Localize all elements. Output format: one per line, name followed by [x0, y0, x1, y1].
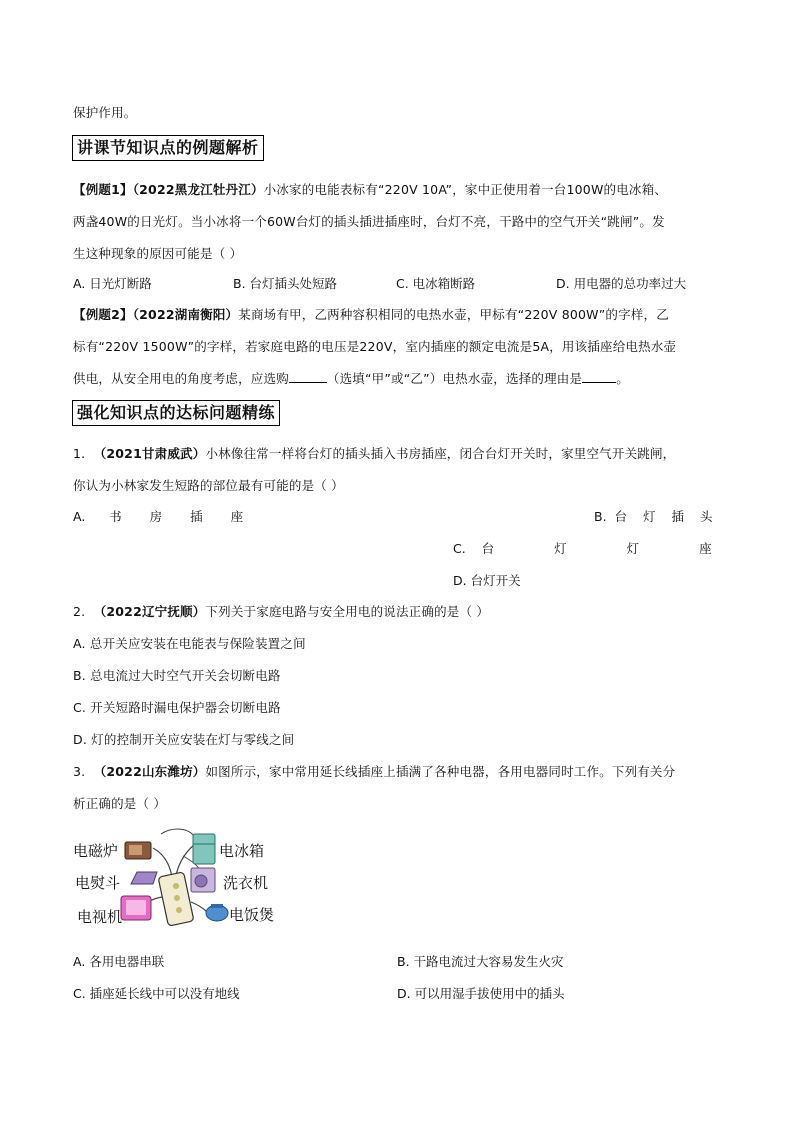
example1-text: 小冰家的电能表标有“220V 10A”，家中正使用着一台100W的电冰箱、: [263, 182, 668, 197]
label-rice-cooker: 电饭煲: [229, 906, 275, 924]
q1-line2: 你认为小林家发生短路的部位最有可能的是（ ）: [73, 478, 344, 493]
answer-blank-2[interactable]: [582, 370, 616, 383]
example2-text-c: 。: [616, 371, 629, 386]
q2-source: （2022辽宁抚顺）: [93, 604, 206, 619]
q3-source: （2022山东潍坊）: [93, 764, 206, 779]
q3-option-c: C. 插座延长线中可以没有地线: [73, 986, 240, 1001]
example1-tag: 【例题1】: [73, 182, 133, 197]
q2-number: 2.: [73, 604, 86, 619]
q1-option-a: [73, 507, 271, 525]
example2-line3: [73, 369, 629, 387]
q1-number: 1.: [73, 446, 86, 461]
example2-line2: 标有“220V 1500W”的字样，若家庭电路的电压是220V，室内插座的额定电流是5A，用该插座给电热水壶: [73, 339, 677, 354]
q1-source: （2021甘肃威武）: [93, 446, 206, 461]
example2-source: （2022湖南衡阳）: [132, 307, 239, 322]
q1-text: 小林像往常一样将台灯的插头插入书房插座，闭合台灯开关时，家里空气开关跳闸，: [205, 446, 676, 461]
q1-option-c-letter: C.: [453, 541, 466, 556]
q3-line1: [73, 762, 675, 780]
section-heading-practice: 强化知识点的达标问题精练: [72, 400, 280, 426]
answer-blank-1[interactable]: [289, 370, 327, 383]
example1-option-a: A. 日光灯断路: [73, 276, 152, 291]
q3-number: 3.: [73, 764, 86, 779]
example2-line1: [73, 305, 669, 323]
example1-option-c: C. 电冰箱断路: [396, 276, 476, 291]
example1-source: （2022黑龙江牡丹江）: [132, 182, 264, 197]
q2-line1: [73, 602, 489, 620]
q2-option-d: D. 灯的控制开关应安装在灯与零线之间: [73, 732, 295, 747]
example2-text: 某商场有甲，乙两种容积相同的电热水壶，甲标有“220V 800W”的字样，乙: [238, 307, 669, 322]
example2-text-b: （选填“甲”或“乙”）电热水壶，选择的理由是: [326, 371, 583, 386]
q2-stem: 下列关于家庭电路与安全用电的说法正确的是（ ）: [205, 604, 490, 619]
label-washer: 洗衣机: [223, 874, 269, 892]
q3-option-a: A. 各用电器串联: [73, 954, 165, 969]
label-fridge: 电冰箱: [219, 842, 265, 860]
example1-line3: 生这种现象的原因可能是（ ）: [73, 246, 243, 261]
q1-option-c: [453, 539, 772, 557]
q1-option-d: D. 台灯开关: [453, 573, 521, 588]
q1-option-c-text: 台灯灯座: [481, 541, 772, 556]
example1-option-d: D. 用电器的总功率过大: [556, 276, 687, 291]
q1-option-a-letter: A.: [73, 509, 86, 524]
q1-line1: [73, 444, 675, 462]
q3-option-b: B. 干路电流过大容易发生火灾: [397, 954, 564, 969]
label-iron: 电熨斗: [75, 874, 121, 892]
q3-option-d: D. 可以用湿手拔使用中的插头: [397, 986, 565, 1001]
q2-option-b: B. 总电流过大时空气开关会切断电路: [73, 668, 281, 683]
appliance-figure: [73, 826, 283, 930]
label-tv: 电视机: [77, 908, 123, 926]
example1-line1: [73, 180, 667, 198]
q1-option-b-letter: B.: [594, 509, 607, 524]
example2-text-a: 供电，从安全用电的角度考虑，应选购: [73, 371, 289, 386]
q1-option-b: [594, 507, 729, 525]
example1-option-b: B. 台灯插头处短路: [233, 276, 338, 291]
section-heading-examples: 讲课节知识点的例题解析: [72, 135, 264, 161]
q1-option-a-text: 书房插座: [109, 509, 272, 524]
q1-option-b-text: 台灯插头: [614, 509, 729, 524]
q2-option-c: C. 开关短路时漏电保护器会切断电路: [73, 700, 281, 715]
example1-line2: 两盏40W的日光灯。当小冰将一个60W台灯的插头插进插座时，台灯不亮，干路中的空气开关“跳闸”。发: [73, 214, 665, 229]
q2-option-a: A. 总开关应安装在电能表与保险装置之间: [73, 636, 306, 651]
label-induction-cooker: 电磁炉: [73, 842, 119, 860]
q3-line2: 析正确的是（ ）: [73, 796, 167, 811]
continued-text: 保护作用。: [73, 105, 137, 120]
example2-tag: 【例题2】: [73, 307, 133, 322]
q3-text: 如图所示，家中常用延长线插座上插满了各种电器，各用电器同时工作。下列有关分: [205, 764, 676, 779]
